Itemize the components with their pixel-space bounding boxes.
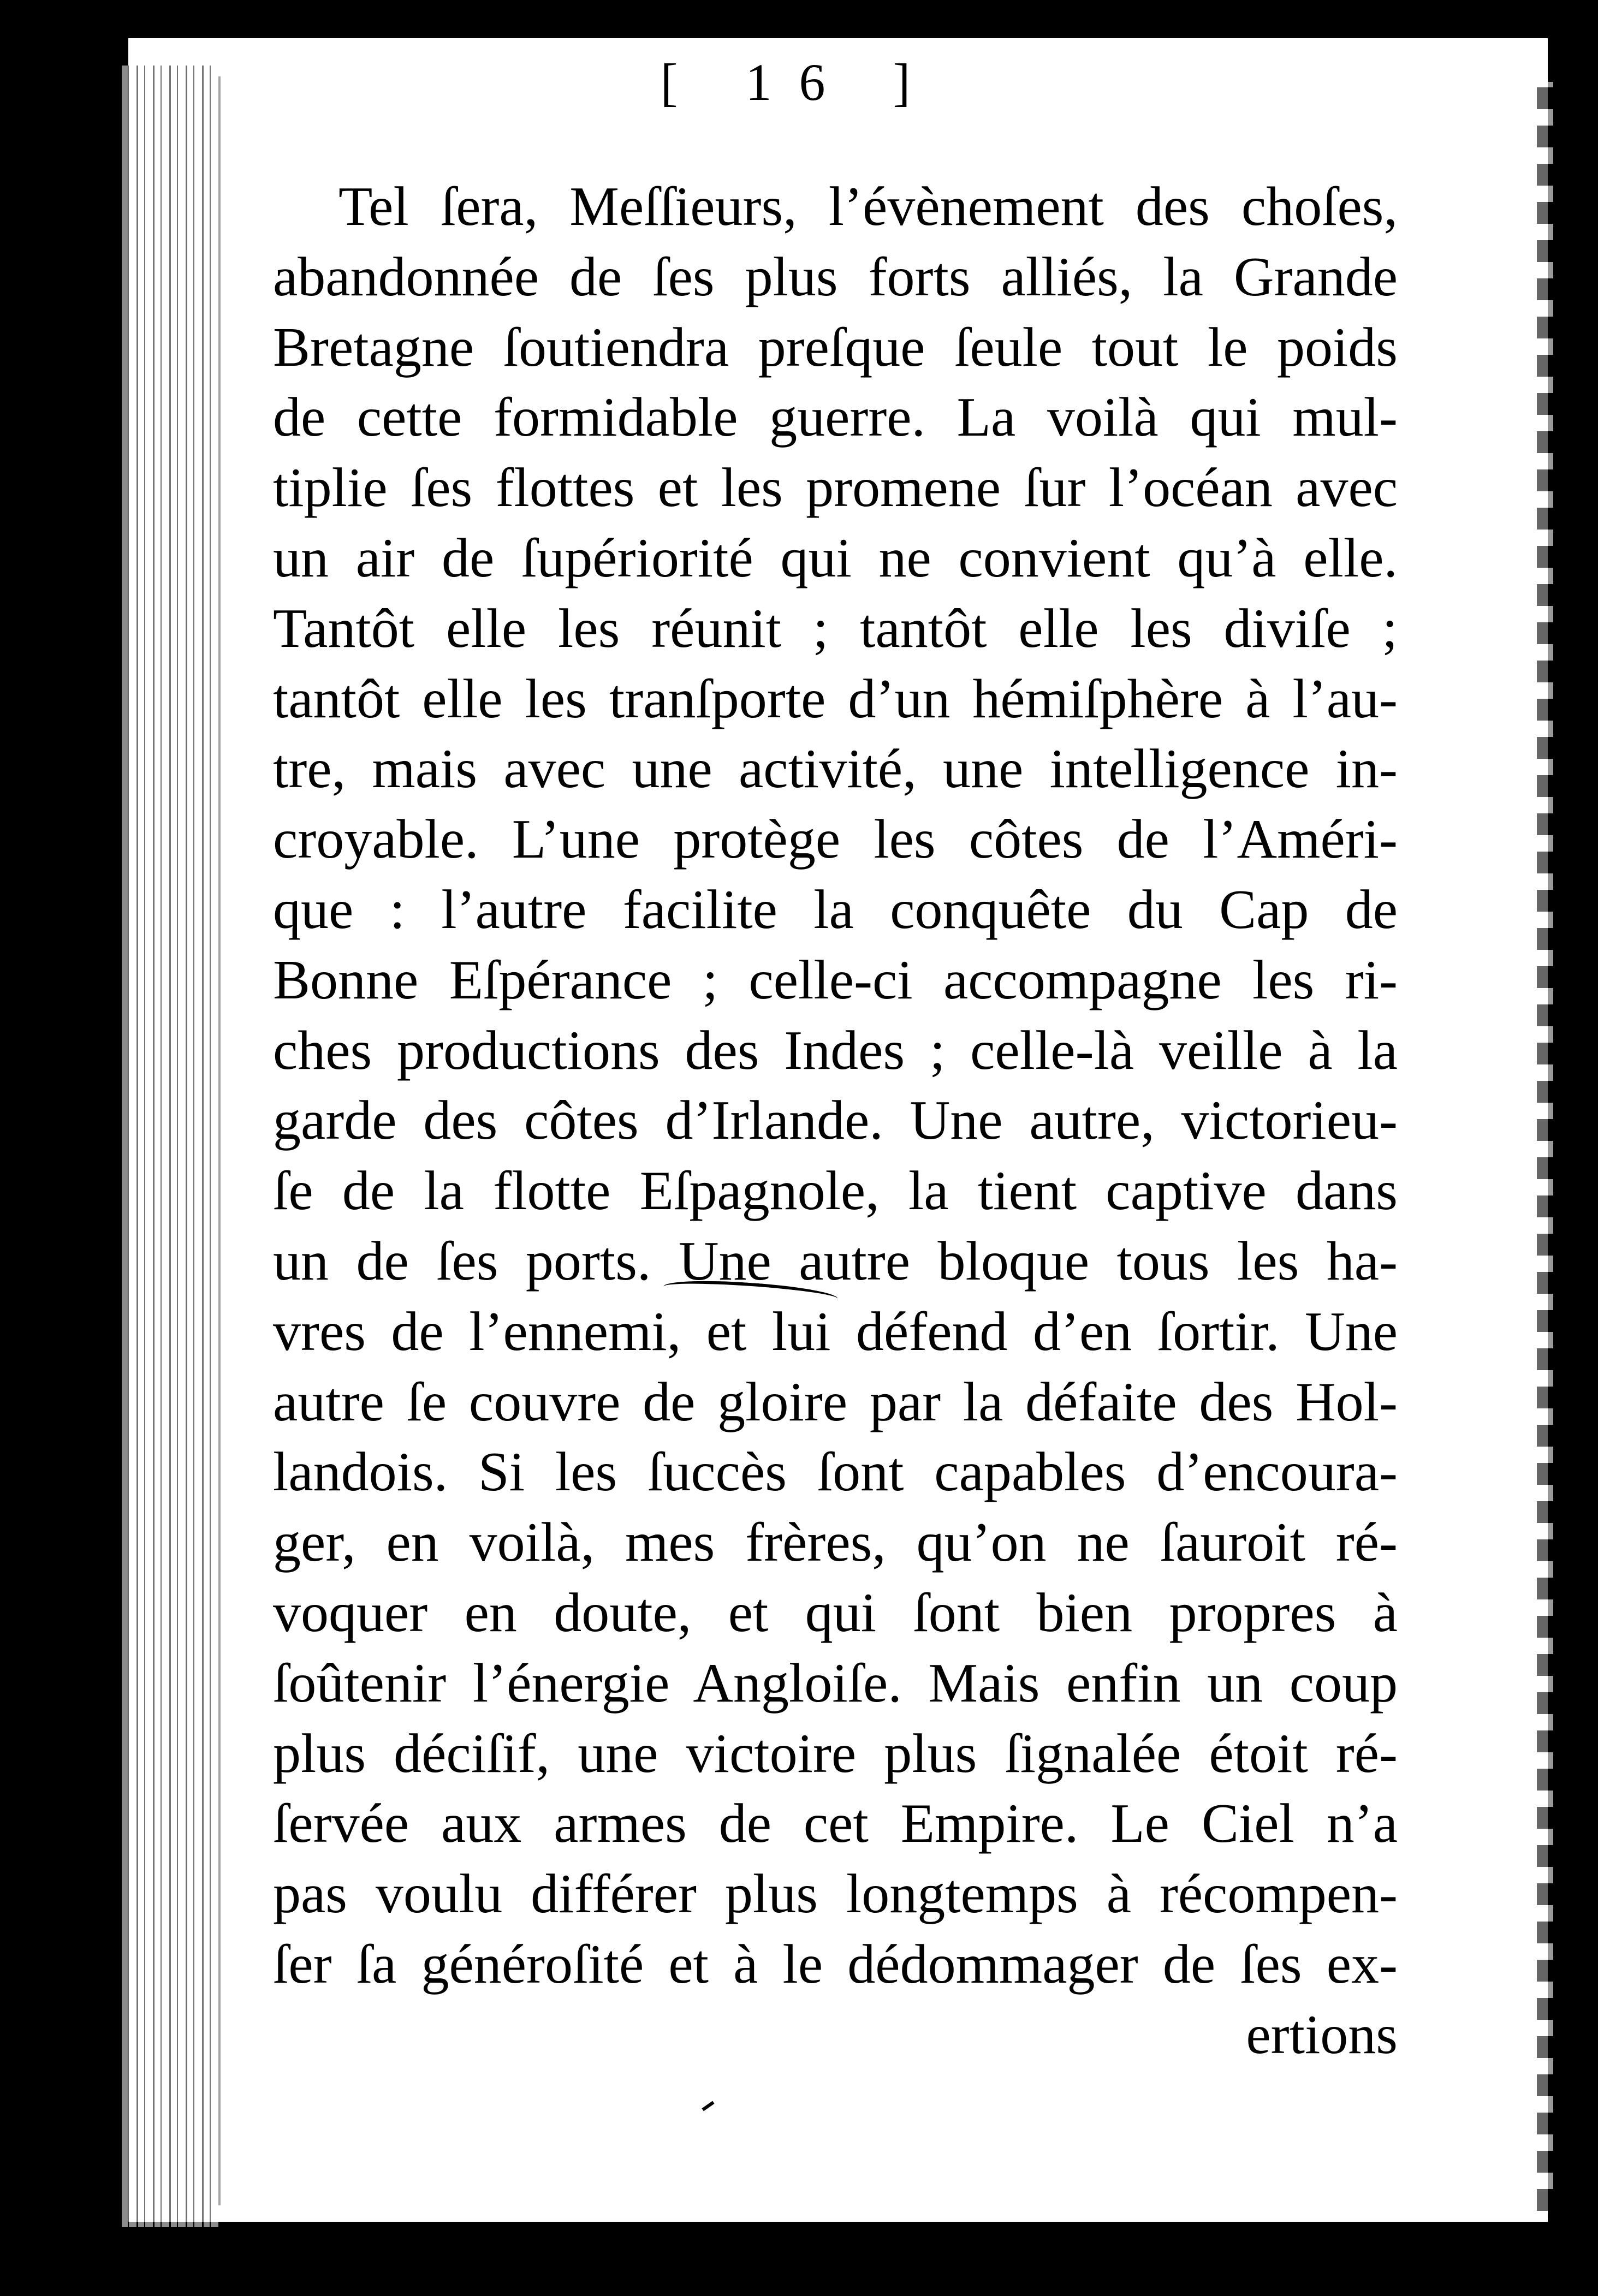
- page-gutter-line: [218, 76, 221, 2205]
- text-line: garde des côtes d’Irlande. Une autre, victorieu-: [273, 1090, 1398, 1152]
- text-line: de cette formidable guerre. La voilà qui mul-: [273, 386, 1398, 449]
- page-edge-right: [1537, 82, 1553, 2211]
- text-line: abandonnée de ſes plus forts alliés, la Grande: [273, 246, 1398, 308]
- text-line: un de ſes ports. Une autre bloque tous les ha-: [273, 1230, 1398, 1292]
- text-line: ſervée aux armes de cet Empire. Le Ciel n’a: [273, 1793, 1398, 1855]
- catchword: ertions: [1246, 2003, 1398, 2066]
- page-edge-left: [120, 66, 218, 2227]
- text-line: pas voulu différer plus longtemps à récompen-: [273, 1863, 1398, 1925]
- text-line: ches productions des Indes ; celle-là veille à la: [273, 1019, 1398, 1081]
- page-number: [ 16 ]: [660, 53, 938, 111]
- text-line: que : l’autre facilite la conquête du Cap de: [273, 878, 1398, 941]
- text-line: vres de l’ennemi, et lui défend d’en ſortir. Une: [273, 1300, 1398, 1363]
- text-line: voquer en doute, et qui ſont bien propres à: [273, 1581, 1398, 1644]
- text-line: Bonne Eſpérance ; celle-ci accompagne les ri-: [273, 949, 1398, 1011]
- text-line: Bretagne ſoutiendra preſque ſeule tout le poids: [273, 316, 1398, 378]
- text-line: ger, en voilà, mes frères, qu’on ne ſauroit ré-: [273, 1512, 1398, 1574]
- text-line: Tel ſera, Meſſieurs, l’évènement des choſes,: [338, 176, 1398, 237]
- text-line: ſoûtenir l’énergie Angloiſe. Mais enfin un coup: [273, 1652, 1398, 1714]
- text-line: croyable. L’une protège les côtes de l’Améri-: [273, 808, 1398, 871]
- text-line: ſe de la flotte Eſpagnole, la tient captive dans: [273, 1160, 1398, 1222]
- text-line: ſer ſa généroſité et à le dédommager de ſes ex-: [273, 1933, 1398, 1995]
- text-line: tiplie ſes flottes et les promene ſur l’océan avec: [273, 457, 1398, 519]
- text-line: tre, mais avec une activité, une intelligence in-: [273, 738, 1398, 800]
- text-line: Tantôt elle les réunit ; tantôt elle les diviſe ;: [273, 597, 1398, 659]
- text-line: landois. Si les ſuccès ſont capables d’encoura-: [273, 1441, 1398, 1503]
- text-line: tantôt elle les tranſporte d’un hémiſphère à l’au-: [273, 668, 1398, 730]
- text-line: plus déciſif, une victoire plus ſignalée étoit ré-: [273, 1722, 1398, 1785]
- body-text: [273, 172, 1398, 2071]
- text-line: un air de ſupériorité qui ne convient qu’à elle.: [273, 527, 1398, 589]
- text-line: autre ſe couvre de gloire par la défaite des Hol-: [273, 1371, 1398, 1433]
